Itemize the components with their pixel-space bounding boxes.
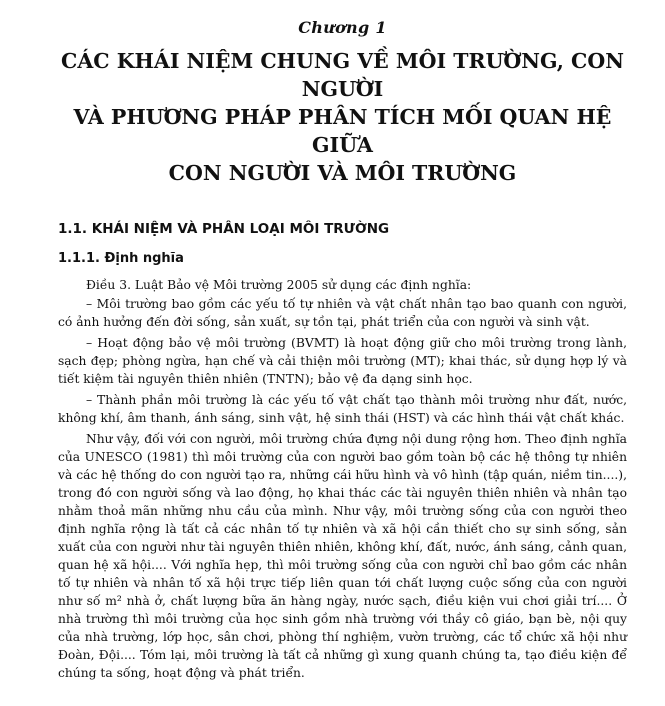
paragraph: Như vậy, đối với con người, môi trường chứa đựng nội dung rộng hơn. Theo định nghĩa của UNESCO (1981) thì môi trường của con người bao gồm toàn bộ các hệ thông tự nhiên và các hệ thống do con người tạo ra, những cái hữu hình và vô hình (tập quán, niềm tin....), trong đó con người sống và lao động, họ khai thác các tài nguyên thiên nhiên và nhân tạo nhằm thoả mãn những nhu cầu của mình. Như vậy, môi trường sống của con người theo định nghĩa rộng là tất cả các nhân tố tự nhiên và xã hội cần thiết cho sự sinh sống, sản xuất của con người như tài nguyên thiên nhiên, không khí, đất, nước, ánh sáng, cảnh quan, quan hệ xã hội.... Với nghĩa hẹp, thì môi trường sống của con người chỉ bao gồm các nhân tố tự nhiên và nhân tố xã hội trực tiếp liên quan tới chất lượng cuộc sống của con người như số m² nhà ở, chất lượng bữa ăn hàng ngày, nước sạch, điều kiện vui chơi giải trí.... Ở nhà trường thì môi trường của học sinh gồm nhà trường với thầy cô giáo, bạn bè, nội quy của nhà trường, lớp học, sân chơi, phòng thí nghiệm, vườn trường, các tổ chức xã hội như Đoàn, Đội.... Tóm lại, môi trường là tất cả những gì xung quanh chúng ta, tạo điều kiện để chúng ta sống, hoạt động và phát triển. (58, 432, 627, 680)
section-heading: 1.1. KHÁI NIỆM VÀ PHÂN LOẠI MÔI TRƯỜNG (58, 221, 390, 237)
chapter-title-line: CON NGƯỜI VÀ MÔI TRƯỜNG (168, 161, 517, 185)
subsection-heading: 1.1.1. Định nghĩa (58, 251, 184, 266)
paragraph: – Hoạt động bảo vệ môi trường (BVMT) là hoạt động giữ cho môi trường trong lành, sạch đẹp; phòng ngừa, hạn chế và cải thiện môi trường (MT); khai thác, sử dụng hợp lý và tiết kiệm tài nguyên thiên nhiên (TNTN); bảo vệ đa dạng sinh học. (58, 336, 627, 386)
chapter-title-line: CÁC KHÁI NIỆM CHUNG VỀ MÔI TRƯỜNG, CON NGƯỜI (61, 49, 624, 101)
body-text (58, 276, 627, 682)
paragraph: – Môi trường bao gồm các yếu tố tự nhiên và vật chất nhân tạo bao quanh con người, có ảnh hưởng đến đời sống, sản xuất, sự tồn tại, phát triển của con người và sinh vật. (58, 297, 627, 329)
chapter-label: Chương 1 (298, 18, 387, 37)
chapter-title (58, 47, 627, 187)
paragraph: Điều 3. Luật Bảo vệ Môi trường 2005 sử dụng các định nghĩa: (86, 278, 472, 292)
chapter-title-line: VÀ PHƯƠNG PHÁP PHÂN TÍCH MỐI QUAN HỆ GIỮA (73, 105, 612, 157)
paragraph: – Thành phần môi trường là các yếu tố vật chất tạo thành môi trường như đất, nước, không khí, âm thanh, ánh sáng, sinh vật, hệ sinh thái (HST) và các hình thái vật chất khác. (58, 393, 627, 425)
